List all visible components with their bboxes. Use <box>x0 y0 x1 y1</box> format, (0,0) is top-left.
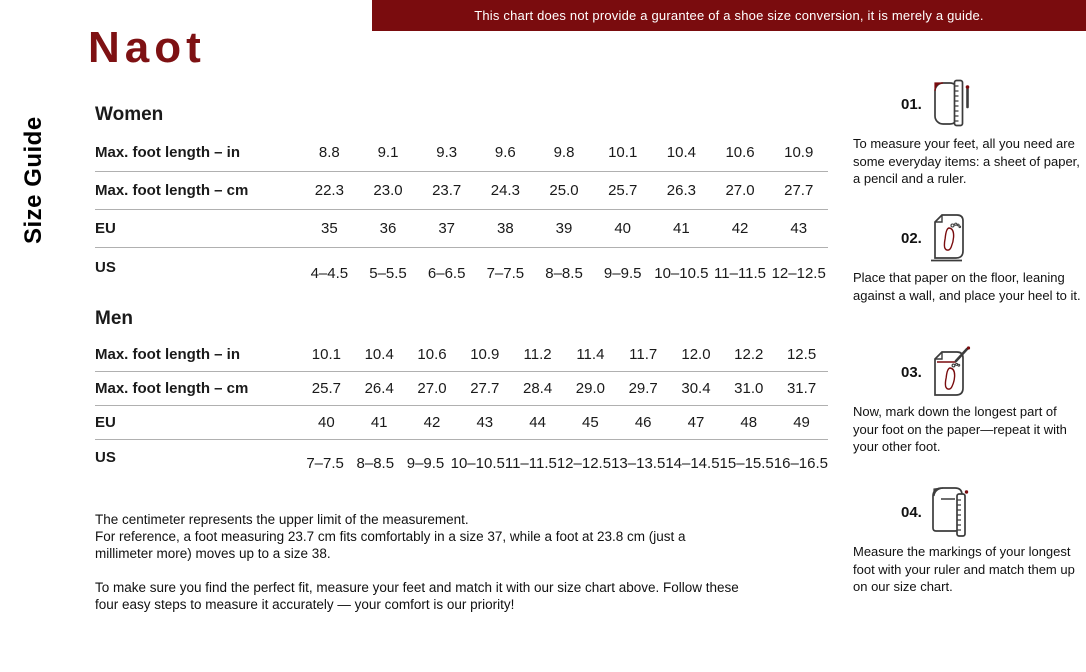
size-value: 10.1 <box>311 346 341 363</box>
table-row <box>95 134 828 172</box>
row-label: EU <box>95 220 116 237</box>
size-value: 12.0 <box>681 346 711 363</box>
size-value: 12.2 <box>734 346 764 363</box>
size-value: 37 <box>438 220 456 237</box>
size-value: 48 <box>740 414 758 431</box>
size-value: 6–6.5 <box>427 264 466 282</box>
size-value: 10.9 <box>470 346 500 363</box>
size-value: 38 <box>497 220 514 237</box>
size-value: 40 <box>614 220 632 237</box>
size-value: 26.4 <box>364 380 394 397</box>
size-value: 27.0 <box>417 380 447 397</box>
size-value: 4–4.5 <box>310 264 349 282</box>
size-value: 12.5 <box>786 346 817 363</box>
size-value: 25.0 <box>549 182 579 199</box>
size-value: 14–14.5 <box>665 454 720 472</box>
paper-footprint-icon <box>929 212 969 264</box>
step-number: 04. <box>901 503 922 521</box>
row-label: EU <box>95 414 116 431</box>
size-value: 44 <box>529 414 546 431</box>
disclaimer-text: This chart does not provide a gurantee of a shoe size conversion, it is merely a guide. <box>474 8 984 23</box>
size-value: 10.9 <box>784 144 814 161</box>
size-value: 10.6 <box>417 346 447 363</box>
footnote-fit: To make sure you find the perfect fit, measure your feet and match it with our size chart above. Follow these four easy steps to measure it accurately — your comfort is our priority! <box>95 580 739 612</box>
size-value: 9–9.5 <box>406 454 445 472</box>
size-value: 10–10.5 <box>450 454 505 472</box>
men-heading: Men <box>95 308 133 329</box>
naot-logo: Naot <box>88 23 206 72</box>
size-value: 22.3 <box>314 182 344 199</box>
men-size-table <box>95 338 828 474</box>
size-value: 10–10.5 <box>654 264 709 282</box>
size-value: 27.7 <box>784 182 814 199</box>
size-value: 26.3 <box>666 182 696 199</box>
size-value: 8.8 <box>318 144 340 161</box>
size-value: 13–13.5 <box>611 454 666 472</box>
size-value: 42 <box>423 414 441 431</box>
footnote-line: The centimeter represents the upper limit of the measurement. <box>95 512 469 527</box>
size-value: 41 <box>673 220 690 237</box>
footnotes <box>95 511 747 613</box>
step-text: To measure your feet, all you need are some everyday items: a sheet of paper, a pencil and a ruler. <box>853 136 1080 186</box>
step-header <box>901 212 1081 264</box>
step-text: Now, mark down the longest part of your foot on the paper—repeat it with your other foot. <box>853 404 1067 454</box>
size-value: 9.8 <box>553 144 575 161</box>
size-value: 9.6 <box>494 144 516 161</box>
measure-step <box>853 212 1081 304</box>
size-value: 46 <box>634 414 652 431</box>
step-header <box>901 346 1081 398</box>
size-value: 11–11.5 <box>714 264 767 282</box>
size-value: 40 <box>318 414 335 431</box>
size-value: 49 <box>793 414 810 431</box>
step-header <box>901 486 1081 538</box>
paper-ruler-pencil-icon <box>929 79 973 129</box>
step-text: Measure the markings of your longest foot with your ruler and match them up on our size chart. <box>853 544 1075 594</box>
size-value: 23.7 <box>432 182 462 199</box>
size-value: 24.3 <box>490 182 520 199</box>
size-value: 12–12.5 <box>771 264 826 282</box>
size-value: 47 <box>687 414 705 431</box>
women-heading: Women <box>95 104 164 125</box>
size-value: 16–16.5 <box>773 454 829 472</box>
size-value: 36 <box>379 220 397 237</box>
size-value: 31.0 <box>734 380 764 397</box>
size-value: 31.7 <box>786 380 817 397</box>
step-number: 02. <box>901 229 922 247</box>
row-label: US <box>95 448 116 466</box>
table-row <box>95 372 828 406</box>
size-value: 11–11.5 <box>504 454 557 472</box>
size-value: 5–5.5 <box>369 264 407 282</box>
size-value: 10.6 <box>725 144 755 161</box>
size-value: 11.4 <box>576 346 605 363</box>
size-value: 7–7.5 <box>306 454 344 472</box>
size-value: 9.1 <box>377 144 399 161</box>
measure-step <box>853 346 1081 456</box>
size-value: 30.4 <box>681 380 711 397</box>
row-label: Max. foot length – in <box>95 144 240 161</box>
table-row <box>95 248 828 286</box>
size-value: 41 <box>370 414 388 431</box>
table-row <box>95 338 828 372</box>
size-value: 9.3 <box>436 144 458 161</box>
row-label: Max. foot length – cm <box>95 182 249 199</box>
footnote-measurement <box>95 511 747 562</box>
size-value: 39 <box>555 220 573 237</box>
step-header <box>901 78 1081 130</box>
size-value: 28.4 <box>522 380 553 397</box>
step-text: Place that paper on the floor, leaning against a wall, and place your heel to it. <box>853 270 1081 303</box>
step-number: 01. <box>901 95 922 113</box>
women-section <box>95 104 828 286</box>
measure-step <box>853 78 1081 188</box>
size-value: 8–8.5 <box>356 454 395 472</box>
size-value: 35 <box>320 220 338 237</box>
size-value: 8–8.5 <box>545 264 583 282</box>
size-value: 7–7.5 <box>486 264 525 282</box>
size-value: 23.0 <box>373 182 403 199</box>
size-value: 29.7 <box>628 380 658 397</box>
measure-step <box>853 486 1081 596</box>
size-value: 43 <box>476 414 494 431</box>
step-number: 03. <box>901 363 922 381</box>
size-value: 25.7 <box>608 182 638 199</box>
size-value: 11.7 <box>629 346 658 363</box>
size-guide-vertical-title: Size Guide <box>20 116 47 244</box>
paper-footprint-pencil-icon <box>929 346 973 398</box>
size-value: 9–9.5 <box>603 264 642 282</box>
size-value: 42 <box>731 220 749 237</box>
table-row <box>95 440 828 474</box>
size-value: 27.7 <box>470 380 500 397</box>
size-value: 29.0 <box>575 380 605 397</box>
size-value: 10.1 <box>608 144 638 161</box>
paper-ruler-icon <box>929 486 973 538</box>
size-value: 11.2 <box>523 346 552 363</box>
size-value: 12–12.5 <box>556 454 612 472</box>
row-label: US <box>95 258 116 276</box>
size-value: 25.7 <box>311 380 341 397</box>
table-row <box>95 172 828 210</box>
size-value: 45 <box>582 414 599 431</box>
size-value: 10.4 <box>666 144 696 161</box>
row-label: Max. foot length – in <box>95 346 240 363</box>
measuring-steps-column <box>853 0 1083 672</box>
table-row <box>95 210 828 248</box>
size-value: 43 <box>790 220 808 237</box>
size-value: 15–15.5 <box>719 454 774 472</box>
row-label: Max. foot length – cm <box>95 380 249 397</box>
size-value: 10.4 <box>364 346 394 363</box>
table-row <box>95 406 828 440</box>
women-size-table <box>95 134 828 286</box>
footnote-line: For reference, a foot measuring 23.7 cm fits comfortably in a size 37, while a foot at 23.8 cm (just a millimeter more) moves up to a size 38. <box>95 529 686 561</box>
size-value: 27.0 <box>725 182 755 199</box>
men-section <box>95 308 828 474</box>
